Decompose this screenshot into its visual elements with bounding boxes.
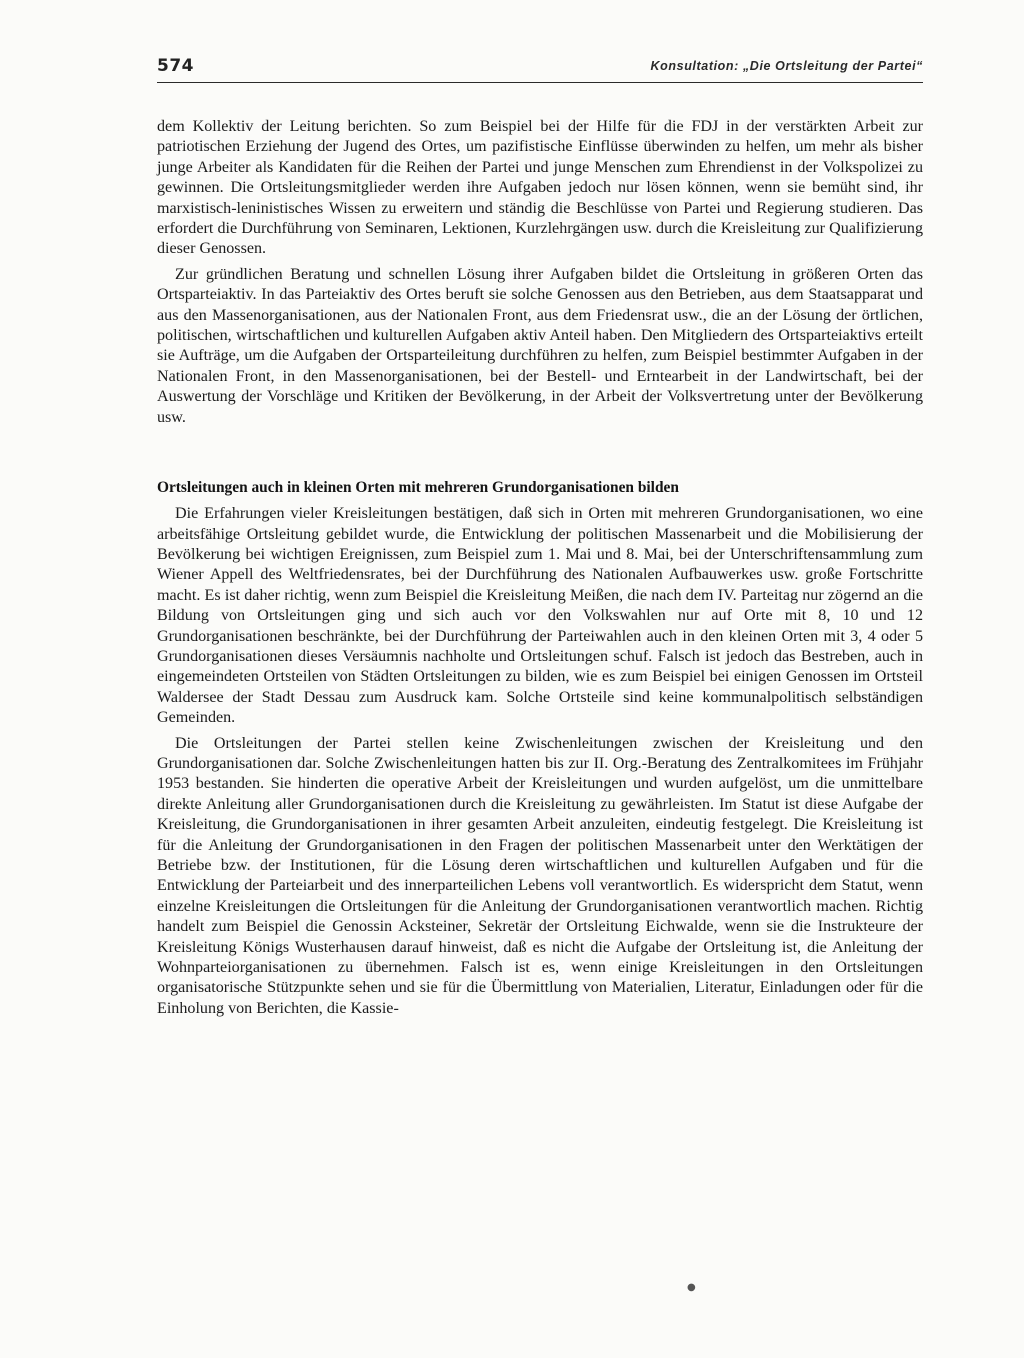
page-header [157,56,923,83]
page-number: 574 [157,56,194,76]
body-paragraph: dem Kollektiv der Leitung berichten. So zum Beispiel bei der Hilfe für die FDJ in der verstärkten Arbeit zur patriotischen Erziehung der Jugend des Ortes, um pazifistische Einflüsse überwinden zu helfen, um mehr als bisher junge Arbeiter als Kandidaten für die Reihen der Partei und junge Menschen zum Ehrendienst in der Volkspolizei zu gewinnen. Die Ortsleitungsmitglieder werden ihre Aufgaben jedoch nur lösen können, wenn sie bemüht sind, ihr marxistisch-leninistisches Wissen zu erweitern und ständig die Beschlüsse von Partei und Regierung studieren. Das erfordert die Durchführung von Seminaren, Lektionen, Kurzlehrgängen usw. durch die Kreisleitung zur Qualifizierung dieser Genossen. [157,118,923,258]
body-paragraph: Die Erfahrungen vieler Kreisleitungen bestätigen, daß sich in Orten mit mehreren Grundorganisationen, wo eine arbeitsfähige Ortsleitung gebildet wurde, die Entwicklung der politischen Massenarbeit und die Mobilisierung der Bevölkerung bei wichtigen Ereignissen, zum Beispiel zum 1. Mai und 8. Mai, bei der Unterschriftensammlung zum Wiener Appell des Weltfriedensrates, bei der Durchführung des Nationalen Aufbauwerkes usw. große Fortschritte macht. Es ist daher richtig, wenn zum Beispiel die Kreisleitung Meißen, die nach dem IV. Parteitag nur zögernd an die Bildung von Ortsleitungen ging und sich auch vor den Volkswahlen nur auf Orte mit 8, 10 und 12 Grundorganisationen beschränkte, bei der Durchführung der Parteiwahlen auch in den kleinen Orten mit 3, 4 oder 5 Grundorganisationen dieses Versäumnis nachholte und Ortsleitungen schuf. Falsch ist jedoch das Bestreben, auch in eingemeindeten Ortsteilen von Städten Ortsleitungen zu bilden, wie es zum Beispiel bei einigen Genossen im Ortsteil Waldersee der Stadt Dessau zum Ausdruck kam. Solche Ortsteile sind keine kommunalpolitisch selbständigen Gemeinden. [157,505,923,727]
body-paragraph: Zur gründlichen Beratung und schnellen Lösung ihrer Aufgaben bildet die Ortsleitung in größeren Orten das Ortsparteiaktiv. In das Parteiaktiv des Ortes beruft sie solche Genossen aus den Betrieben, aus dem Staatsapparat und aus den Massenorganisationen, aus der Nationalen Front, aus dem Friedensrat usw., die an der Lösung der örtlichen, politischen, wirtschaftlichen und kulturellen Aufgaben aktiv Anteil haben. Den Mitgliedern des Ortsparteiaktivs erteilt sie Aufträge, um die Aufgaben der Ortsparteileitung durchführen zu helfen, zum Beispiel bestimmter Aufgaben in der Nationalen Front, in den Massenorganisationen, bei der Bestell- und Erntearbeit in der Landwirtschaft, bei der Auswertung der Vorschläge und Kritiken der Bevölkerung, in der Arbeit der Volksvertretung unter der Bevölkerung usw. [157,265,923,426]
document-body [157,117,923,1019]
running-head: Konsultation: „Die Ortsleitung der Partei“ [650,59,923,73]
print-mark-icon: ● [687,1282,696,1293]
section-heading: Ortsleitungen auch in kleinen Orten mit mehreren Grundorganisationen bilden [157,479,679,497]
body-paragraph: Die Ortsleitungen der Partei stellen keine Zwischenleitungen zwischen der Kreisleitung und den Grundorganisationen dar. Solche Zwischenleitungen hatten bis zur II. Org.-Beratung des Zentralkomitees im Frühjahr 1953 bestanden. Sie hinderten die operative Arbeit der Kreisleitungen und wurden aufgelöst, um die unmittelbare direkte Anleitung aller Grundorganisationen durch die Kreisleitung zu gewährleisten. Im Statut ist diese Aufgabe der Kreisleitung, die Grundorganisationen in ihrer gesamten Arbeit anzuleiten, eindeutig festgelegt. Die Kreisleitung ist für die Anleitung der Grundorganisationen in den Fragen der politischen Massenarbeit unter den Werktätigen der Betriebe bzw. der Institutionen, für die Lösung deren wirtschaftlichen und kulturellen Aufgaben und für die Entwicklung der Parteiarbeit und des innerparteilichen Lebens voll verantwortlich. Es widerspricht dem Statut, wenn einzelne Kreisleitungen die Ortsleitungen für die Anleitung der Grundorganisationen verantwortlich machen. Richtig handelt zum Beispiel die Genossin Acksteiner, Sekretär der Ortsleitung Eichwalde, wenn sie die Instrukteure der Kreisleitung Königs Wusterhausen darauf hinweist, daß es nicht die Aufgabe der Ortsleitung ist, die Anleitung der Wohnparteiorganisationen zu übernehmen. Falsch ist es, wenn einige Kreisleitungen in den Ortsleitungen organisatorische Stützpunkte sehen und sie für die Übermittlung von Materialien, Literatur, Einladungen oder für die Einholung von Berichten, die Kassie- [157,734,923,1017]
